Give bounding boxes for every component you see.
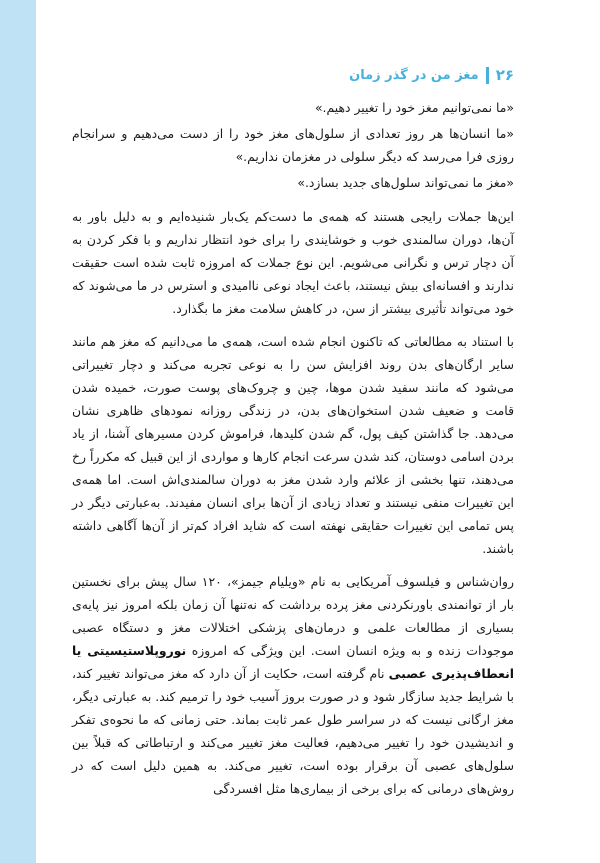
belief-quote-2: «ما انسان‌ها هر روز تعدادی از سلول‌های مغز خود را از دست می‌دهیم و سرانجام روزی فرا می‌رسد که دیگر سلولی در مغزمان نداریم.»: [72, 126, 514, 164]
paragraph-text-end: نام گرفته است، حکایت از آن دارد که مغز می‌تواند تغییر کند، با شرایط جدید سازگار شود و در صورت بروز آسیب خود را ترمیم کند. به عبارتی دیگر، مغز ارگانی نیست که در سراسر طول عمر ثابت بماند. حتی زمانی که ما نحوه‌ی تفکر و اندیشیدن خود را تغییر می‌دهیم، فعالیت مغز تغییر می‌کند و ارتباطاتی که قبلاً بین سلول‌های عصبی آن برقرار بوده است، تغییر می‌کند. به همین دلیل است که در روش‌های درمانی که برای برخی از بیماری‌ها مثل افسردگی: [72, 666, 514, 796]
paragraph-text-start: روان‌شناس و فیلسوف آمریکایی به نام «ویلیام جیمز»، ۱۲۰ سال پیش برای نخستین بار از توانمندی باورنکردنی مغز پرده برداشت که نه‌تنها آن زمان بلکه امروز نیز پایه‌ی بسیاری از مطالعات علمی و درمان‌های پزشکی اختلالات مغز و دستگاه عصبی موجودات زنده و به ویژه انسان است. این ویژگی که امروزه: [72, 574, 514, 658]
page-header: [349, 64, 514, 87]
paragraph-common-myths: این‌ها جملات رایجی هستند که همه‌ی ما دست‌کم یک‌بار شنیده‌ایم و به دلیل باور به آن‌ها، دوران سالمندی خوب و خوشایندی را برای خود انتظار نداریم و با فکر کردن به آن دچار ترس و نگرانی می‌شویم. این نوع جملات که امروزه ثابت شده است حقیقت ندارند و افسانه‌ای بیش نیستند، باعث ایجاد نوعی ناامیدی و استرس در ما می‌شوند که خود می‌تواند تأثیری بیشتر از سن، در کاهش سلامت مغز ما بگذارد.: [72, 209, 514, 316]
paragraph-neuroplasticity: [72, 570, 514, 800]
bold-term-neuroplasticity: نوروپلاستیسیتی یا انعطاف‌پذیری عصبی: [72, 643, 514, 681]
belief-quote-3: «مغز ما نمی‌تواند سلول‌های جدید بسازد.»: [297, 175, 514, 190]
book-title: مغز من در گذر زمان: [349, 68, 479, 83]
header-divider: [486, 67, 489, 84]
side-color-band: [0, 0, 36, 863]
page-body: [72, 96, 514, 800]
book-page: [72, 0, 514, 863]
page-number: ۲۶: [495, 66, 514, 84]
belief-quote-1: «ما نمی‌توانیم مغز خود را تغییر دهیم.»: [314, 100, 514, 115]
paragraph-aging-changes: با استناد به مطالعاتی که تاکنون انجام شده است، همه‌ی ما می‌دانیم که مغز هم مانند سایر ارگان‌های بدن روند افزایش سن را به نوعی تجربه می‌کند و دچار تغییراتی می‌شود که مانند سفید شدن موها، چین و چروک‌های پوست صورت، خمیده شدن قامت و ضعیف شدن استخوان‌های بدن، در زندگی روزانه نمودهای ظاهری نشان می‌دهد. جا گذاشتن کیف پول، گم شدن کلیدها، فراموش کردن مسیرهای آشنا، از یاد بردن اسامی دوستان، کند شدن سرعت انجام کارها و مواردی از این قبیل که مکرراً رخ می‌دهند، تنها بخشی از علائم وارد شدن مغز به دوران سالمندی‌اش است. اما همه‌ی این تغییرات منفی نیستند و تعداد زیادی از آن‌ها برای انسان مفیدند. به‌عبارتی دیگر در پس تمامی این تغییرات حقایقی نهفته است که شاید افراد کم‌تر از آن‌ها آگاهی داشته باشند.: [72, 334, 514, 556]
